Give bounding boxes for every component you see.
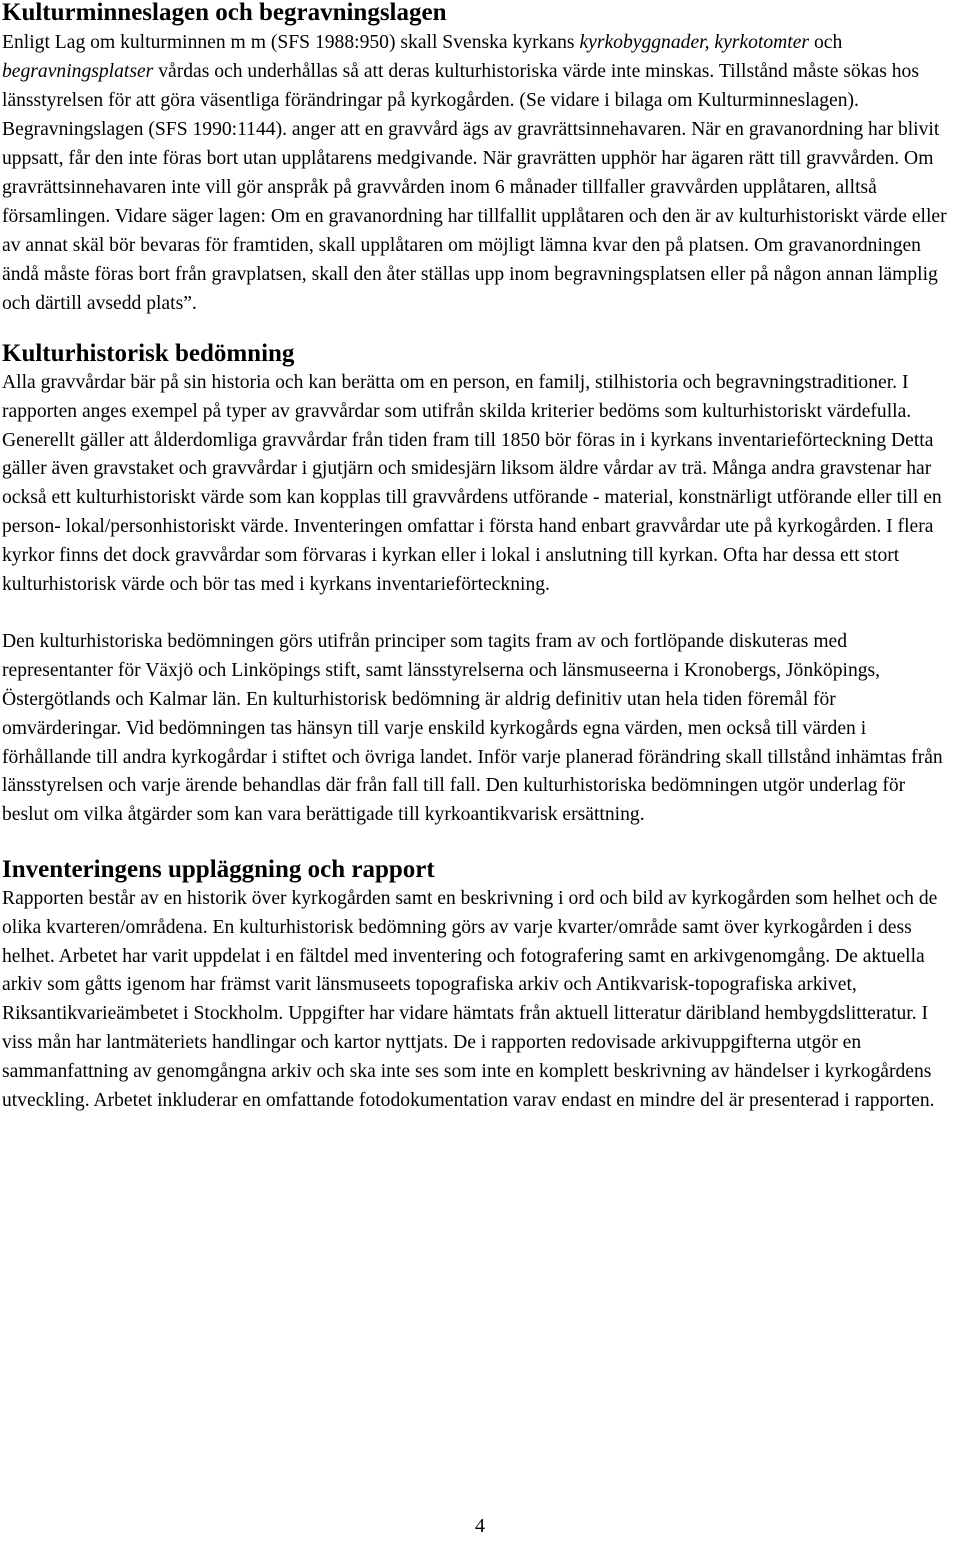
section-paragraph-bedomning-2: Den kulturhistoriska bedömningen görs utifrån principer som tagits fram av och fortlöpande diskuteras med representanter för Växjö och Linköpings stift, samt länsstyrelserna och länsmuseerna i Kronobergs, Jönköpings, Östergötlands och Kalmar län. En kulturhistorisk bedömning är aldrig definitiv utan hela tiden föremål för omvärderingar. Vid bedömningen tas hänsyn till varje enskild kyrkogårds egna värden, men också till värden i förhållande till andra kyrkogårdar i stiftet och övriga landet. Inför varje planerad förändring skall tillstånd inhämtas från länsstyrelsen och varje ärende behandlas där från fall till fall. Den kulturhistoriska bedömningen utgör underlag för beslut om vilka åtgärder som kan vara berättigade till kyrkoantikvarisk ersättning. (2, 631, 943, 826)
paragraph-text: och (809, 32, 843, 53)
section-paragraph-kulturminneslagen (2, 28, 950, 318)
section-heading-inventeringens-upplaggning: Inventeringens uppläggning och rapport (2, 855, 435, 883)
paragraph-text: Enligt Lag om kulturminnen m m (SFS 1988:950) skall Svenska kyrkans (2, 32, 580, 53)
paragraph-text: vårdas och underhållas så att deras kulturhistoriska värde inte minskas. Tillstånd måste sökas hos länsstyrelsen för att göra väsentliga förändringar på kyrkogården. (Se vidare i bilaga om Kulturminneslagen). Begravningslagen (SFS 1990:1144). anger att en gravvård ägs av gravrättsinnehavaren. När en gravanordning har blivit uppsatt, får den inte föras bort utan upplåtarens medgivande. När gravrätten upphör har ägaren rätt till gravvården. Om gravrättsinnehavaren inte vill gör anspråk på gravvården inom 6 månader tillfaller gravvården upplåtaren, alltså församlingen. Vidare säger lagen: Om en gravanordning har tillfallit upplåtaren och den är av kulturhistoriskt värde eller av annat skäl bör bevaras för framtiden, skall upplåtaren om möjligt lämna kvar den på platsen. Om gravanordningen ändå måste föras bort från gravplatsen, skall den åter ställas upp inom begravningsplatsen eller på någon annan lämplig och därtill avsedd plats”. (2, 61, 947, 314)
section-heading-kulturminneslagen: Kulturminneslagen och begravningslagen (2, 0, 447, 26)
section-paragraph-upplaggning: Rapporten består av en historik över kyrkogården samt en beskrivning i ord och bild av kyrkogården som helhet och de olika kvarteren/områdena. En kulturhistorisk bedömning görs av varje kvarter/område samt över kyrkogården i dess helhet. Arbetet har varit uppdelat i en fältdel med inventering och fotografering samt en arkivgenomgång. De aktuella arkiv som gåtts igenom har främst varit länsmuseets topografiska arkiv och Antikvarisk-topografiska arkivet, Riksantikvarieämbetet i Stockholm. Uppgifter har vidare hämtats från aktuell litteratur däribland hembygdslitteratur. I viss mån har lantmäteriets handlingar och kartor nyttjats. De i rapporten redovisade arkivuppgifterna utgör en sammanfattning av genomgångna arkiv och ska inte ses som inte en komplett beskrivning av händelser i kyrkogårdens utveckling. Arbetet inkluderar en omfattande fotodokumentation varav endast en mindre del är presenterad i rapporten. (2, 887, 938, 1111)
paragraph-italic-text: begravningsplatser (2, 61, 154, 82)
section-heading-kulturhistorisk-bedomning: Kulturhistorisk bedömning (2, 340, 295, 367)
section-paragraph-bedomning-1: Alla gravvårdar bär på sin historia och kan berätta om en person, en familj, stilhistoria och begravningstraditioner. I rapporten anges exempel på typer av gravvårdar som utifrån skilda kriterier bedöms som kulturhistoriskt värdefulla. Generellt gäller att ålderdomliga gravvårdar från tiden fram till 1850 bör föras in i kyrkans inventarieförteckning Detta gäller även gravstaket och gravvårdar i gjutjärn och smidesjärn liksom äldre vårdar av trä. Många andra gravstenar har också ett kulturhistoriskt värde som kan kopplas till gravvårdens utförande - material, konstnärligt utförande eller till en person- lokal/personhistoriskt värde. Inventeringen omfattar i första hand enbart gravvårdar ute på kyrkogården. I flera kyrkor finns det dock gravvårdar som förvaras i kyrkan eller i lokal i anslutning till kyrkan. Ofta har dessa ett stort kulturhistorisk värde och bör tas med i kyrkans inventarieförteckning. (2, 372, 942, 595)
page-number: 4 (475, 1515, 485, 1537)
paragraph-italic-text: kyrkobyggnader, kyrkotomter (579, 32, 810, 53)
